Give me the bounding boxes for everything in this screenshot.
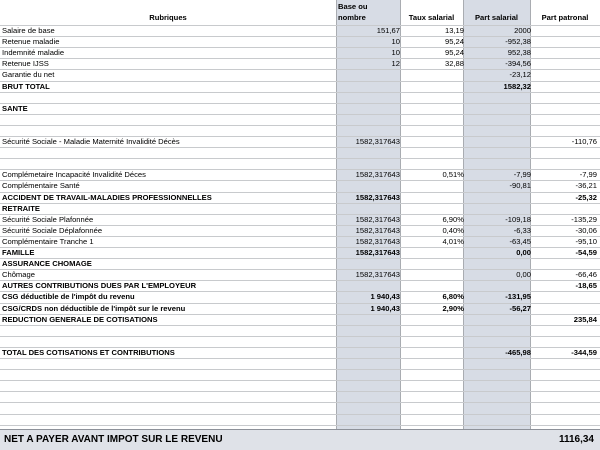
row-part-patronal: -25,32 — [575, 193, 597, 202]
row-part-patronal: -95,10 — [575, 237, 597, 246]
row-label: Indemnité maladie — [2, 48, 65, 57]
row-label: Complémentaire Tranche 1 — [2, 237, 94, 246]
row-label: Garantie du net — [2, 70, 55, 79]
header-base-line2: nombre — [338, 13, 366, 22]
row-taux-salarial: 32,88 — [444, 59, 464, 68]
row-part-patronal: -135,29 — [571, 215, 597, 224]
row-label: Chômage — [2, 270, 35, 279]
row-base: 1582,317643 — [355, 137, 400, 146]
row-base: 1582,317643 — [355, 237, 400, 246]
row-label: RETRAITE — [2, 204, 40, 213]
row-gridline — [0, 425, 600, 426]
row-taux-salarial: 6,90% — [442, 215, 464, 224]
row-label: Complémentaire Santé — [2, 181, 80, 190]
row-part-salarial: -131,95 — [505, 292, 531, 301]
header-base-line1: Base ou — [338, 2, 368, 11]
row-taux-salarial: 95,24 — [444, 37, 464, 46]
row-part-patronal: -344,59 — [571, 348, 597, 357]
row-part-patronal: -7,99 — [579, 170, 597, 179]
header-part-patronal: Part patronal — [541, 13, 589, 22]
table-row — [0, 402, 600, 414]
row-base: 1 940,43 — [370, 292, 400, 301]
row-base: 10 — [391, 37, 400, 46]
row-part-patronal: -36,21 — [575, 181, 597, 190]
row-base: 1582,317643 — [355, 170, 400, 179]
row-taux-salarial: 6,80% — [442, 292, 464, 301]
row-base: 1582,317643 — [355, 270, 400, 279]
row-base: 1582,317643 — [355, 248, 400, 257]
row-taux-salarial: 0,51% — [442, 170, 464, 179]
row-taux-salarial: 2,90% — [442, 304, 464, 313]
row-taux-salarial: 4,01% — [442, 237, 464, 246]
row-part-salarial: 1582,32 — [503, 82, 531, 91]
row-label: Sécurité Sociale Plafonnée — [2, 215, 94, 224]
row-label: BRUT TOTAL — [2, 82, 50, 91]
row-part-patronal: -110,76 — [571, 137, 597, 146]
net-a-payer-bar — [0, 429, 600, 450]
row-taux-salarial: 95,24 — [444, 48, 464, 57]
header-part-salarial: Part salarial — [474, 13, 519, 22]
row-part-salarial: 0,00 — [516, 248, 531, 257]
row-part-salarial: -23,12 — [509, 70, 531, 79]
row-base: 151,67 — [376, 26, 400, 35]
row-part-salarial: 0,00 — [516, 270, 531, 279]
row-part-salarial: -63,45 — [509, 237, 531, 246]
row-label: CSG/CRDS non déductible de l'impôt sur le revenu — [2, 304, 186, 313]
row-taux-salarial: 0,40% — [442, 226, 464, 235]
header-taux-salarial: Taux salarial — [408, 13, 455, 22]
row-label: REDUCTION GENERALE DE COTISATIONS — [2, 315, 158, 324]
row-label: Retenue maladie — [2, 37, 60, 46]
row-label: CSG déductible de l'impôt du revenu — [2, 292, 135, 301]
row-part-patronal: -54,59 — [575, 248, 597, 257]
row-part-salarial: -952,38 — [505, 37, 531, 46]
row-part-salarial: -7,99 — [513, 170, 531, 179]
row-base: 1582,317643 — [355, 215, 400, 224]
row-label: ASSURANCE CHOMAGE — [2, 259, 92, 268]
row-label: TOTAL DES COTISATIONS ET CONTRIBUTIONS — [2, 348, 175, 357]
row-part-patronal: 235,84 — [573, 315, 597, 324]
row-label: Salaire de base — [2, 26, 55, 35]
row-part-patronal: -30,06 — [575, 226, 597, 235]
row-label: FAMILLE — [2, 248, 35, 257]
row-part-salarial: -465,98 — [505, 348, 531, 357]
row-part-salarial: -56,27 — [509, 304, 531, 313]
row-base: 1582,317643 — [355, 226, 400, 235]
header-rubriques: Rubriques — [149, 13, 187, 22]
row-part-patronal: -66,46 — [575, 270, 597, 279]
row-label: Complémetaire Incapacité Invalidité Déces — [2, 170, 146, 179]
table-row — [0, 69, 600, 81]
row-part-salarial: -90,81 — [509, 181, 531, 190]
table-row — [0, 291, 600, 303]
row-part-salarial: -394,56 — [505, 59, 531, 68]
row-part-salarial: -109,18 — [505, 215, 531, 224]
net-a-payer-label: NET A PAYER AVANT IMPOT SUR LE REVENU — [4, 434, 223, 445]
row-base: 12 — [391, 59, 400, 68]
row-part-salarial: 952,38 — [507, 48, 531, 57]
row-label: Sécurité Sociale Déplafonnée — [2, 226, 103, 235]
net-a-payer-value: 1116,34 — [558, 434, 594, 445]
row-label: SANTE — [2, 104, 28, 113]
table-row — [0, 180, 600, 192]
row-label: ACCIDENT DE TRAVAIL-MALADIES PROFESSIONNELLES — [2, 193, 212, 202]
row-part-patronal: -18,65 — [575, 281, 597, 290]
row-base: 10 — [391, 48, 400, 57]
row-taux-salarial: 13,19 — [444, 26, 464, 35]
row-label: AUTRES CONTRIBUTIONS DUES PAR L'EMPLOYEUR — [2, 281, 197, 290]
row-label: Retenue IJSS — [2, 59, 49, 68]
row-part-salarial: 2000 — [514, 26, 531, 35]
row-base: 1 940,43 — [370, 304, 400, 313]
row-base: 1582,317643 — [355, 193, 400, 202]
row-part-salarial: -6,33 — [513, 226, 531, 235]
row-label: Sécurité Sociale - Maladie Maternité Invalidité Décès — [2, 137, 180, 146]
